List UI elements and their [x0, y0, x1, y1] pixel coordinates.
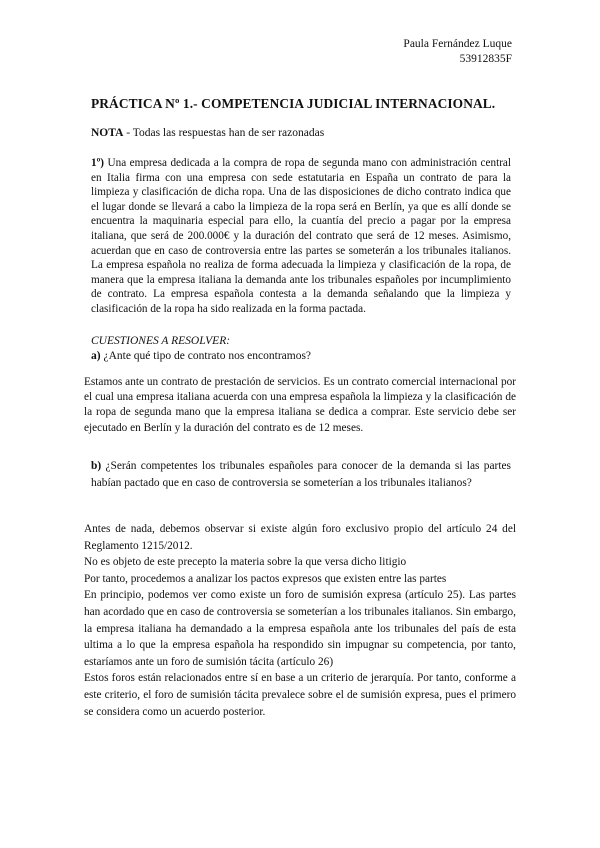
answer-b-paragraph: No es objeto de este precepto la materia sobre la que versa dicho litigio	[84, 556, 407, 569]
question-b	[91, 458, 511, 491]
question-1	[91, 156, 511, 317]
question-b-text: ¿Serán competentes los tribunales españoles para conocer de la demanda si las partes habían pactado que en caso de controversia se someterían a los tribunales italianos?	[91, 460, 511, 489]
question-a	[91, 350, 311, 362]
answer-b	[84, 521, 516, 720]
author-block	[403, 37, 512, 67]
author-id: 53912835F	[459, 53, 512, 65]
question-1-label: 1º)	[91, 157, 105, 169]
answer-a: Estamos ante un contrato de prestación de servicios. Es un contrato comercial internacional por el cual una empresa italiana acuerda con una empresa española la limpieza y la clasificación de la ropa de segunda mano que la empresa italiana se dedica a comprar. Este servicio debe ser ejecutado en Berlín y la duración del contrato es de 12 meses.	[84, 376, 516, 434]
nota-label: NOTA	[91, 127, 124, 139]
question-a-text: ¿Ante qué tipo de contrato nos encontramos?	[100, 350, 312, 362]
answer-b-paragraph: En principio, podemos ver como existe un foro de sumisión expresa (artículo 25). Las partes han acordado que en caso de controversia se someterían a los tribunales italianos. Sin embargo, la empresa italiana ha demandado a la empresa española ante los tribunales del país de esta ultima a lo que la empresa española ha respondido sin impugnar su competencia, por tanto, estaríamos ante un foro de sumisión tácita (artículo 26)	[84, 589, 516, 668]
nota-line	[91, 127, 324, 139]
answer-b-paragraph: Por tanto, procedemos a analizar los pactos expresos que existen entre las partes	[84, 572, 447, 585]
nota-text: - Todas las respuestas han de ser razonadas	[123, 127, 325, 139]
question-b-label: b)	[91, 460, 102, 472]
cuestiones-heading: CUESTIONES A RESOLVER:	[91, 335, 231, 347]
answer-b-paragraph: Antes de nada, debemos observar si existe algún foro exclusivo propio del artículo 24 del Reglamento 1215/2012.	[84, 523, 516, 552]
author-name: Paula Fernández Luque	[403, 38, 512, 50]
question-1-text: Una empresa dedicada a la compra de ropa de segunda mano con administración central en Italia firma con una empresa con sede estatutaria en España un contrato de para la limpieza y clasificación de dicha ropa. Una de las disposiciones de dicho contrato indica que el lugar donde se llevará a cabo la limpieza de la ropa será en Berlín, ya que es allí donde se encuentra la maquinaria especial para ello, la cuantía del precio a pagar por la empresa italiana, que será de 200.000€ y la duración del contrato que será de 12 meses. Asimismo, acuerdan que en caso de controversia entre las partes se someterán a los tribunales italianos. La empresa española no realiza de forma adecuada la limpieza y clasificación de la ropa, de manera que la empresa italiana la demanda ante los tribunales españoles por incumplimiento de contrato. La empresa española contesta a la demanda señalando que la limpieza y clasificación de la ropa ha sido realizada en la forma pactada.	[91, 157, 511, 315]
answer-b-paragraph: Estos foros están relacionados entre sí en base a un criterio de jerarquía. Por tanto, conforme a este criterio, el foro de sumisión tácita prevalece sobre el de sumisión expresa, pues el primero se considera como un acuerdo posterior.	[84, 672, 516, 718]
page-title: PRÁCTICA Nº 1.- COMPETENCIA JUDICIAL INTERNACIONAL.	[91, 96, 496, 111]
question-a-label: a)	[91, 350, 101, 362]
